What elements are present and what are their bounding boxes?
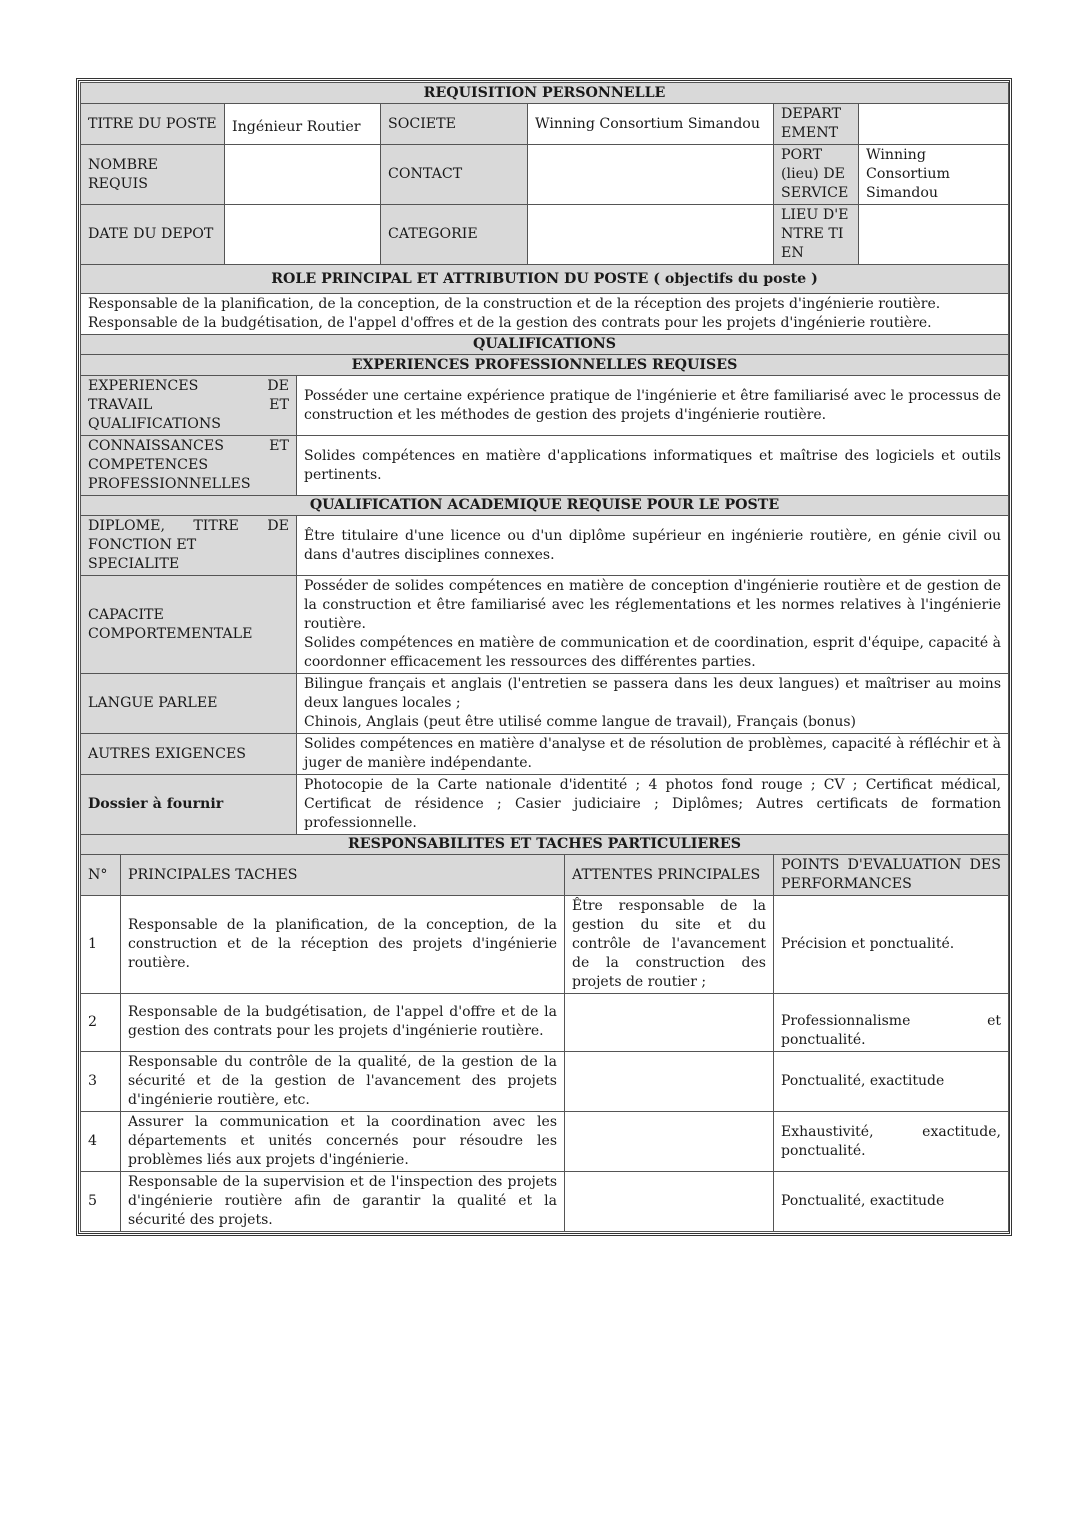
label-first-line: CONNAISSANCES ET [88, 438, 289, 454]
task-number: 4 [81, 1112, 121, 1172]
tasks-header-row [81, 855, 1009, 896]
value-contact [528, 145, 774, 205]
task-description: Assurer la communication et la coordination avec les départements et unités concernés pour résoudre les problèmes liés aux projets d'ingénierie. [121, 1112, 565, 1172]
task-expectation [565, 994, 774, 1052]
qualification-label: AUTRES EXIGENCES [81, 734, 297, 775]
value-societe: Winning Consortium Simandou [528, 104, 774, 145]
task-number: 5 [81, 1172, 121, 1232]
column-header-expectations: ATTENTES PRINCIPALES [565, 855, 774, 896]
label-categorie: CATEGORIE [381, 205, 528, 265]
value-nombre-requis [225, 145, 381, 205]
label-societe: SOCIETE [381, 104, 528, 145]
table-row [81, 1112, 1009, 1172]
qualification-value: Solides compétences en matière d'analyse et de résolution de problèmes, capacité à réfléchir et à juger de manière indépendante. [297, 734, 1009, 775]
qualification-value: Posséder une certaine expérience pratique de l'ingénierie et être familiarisé avec le processus de construction et les méthodes de gestion des projets d'ingénierie routière. [297, 376, 1009, 436]
value-departement [859, 104, 1009, 145]
task-number: 1 [81, 896, 121, 994]
task-evaluation: Exhaustivité, exactitude, ponctualité. [774, 1112, 1009, 1172]
task-number: 2 [81, 994, 121, 1052]
task-evaluation: Précision et ponctualité. [774, 896, 1009, 994]
label-port-de-service: PORT (lieu) DE SERVICE [774, 145, 859, 205]
tasks-heading: RESPONSABILITES ET TACHES PARTICULIERES [81, 835, 1009, 855]
value-categorie [528, 205, 774, 265]
value-date-du-depot [225, 205, 381, 265]
document-title: REQUISITION PERSONNELLE [81, 83, 1009, 104]
task-expectation [565, 1052, 774, 1112]
header-table [80, 82, 1009, 376]
qualification-label: CAPACITE COMPORTEMENTALE [81, 576, 297, 674]
qualification-row [81, 674, 1009, 734]
column-header-evaluation: POINTS D'EVALUATION DES PERFORMANCES [774, 855, 1009, 896]
role-line-2: Responsable de la budgétisation, de l'appel d'offres et de la gestion des contrats pour les projets d'ingénierie routière. [88, 315, 932, 331]
academic-heading: QUALIFICATION ACADEMIQUE REQUISE POUR LE POSTE [81, 496, 1009, 516]
label-date-du-depot: DATE DU DEPOT [81, 205, 225, 265]
label-contact: CONTACT [381, 145, 528, 205]
qualification-label: Dossier à fournir [81, 775, 297, 835]
task-expectation [565, 1172, 774, 1232]
column-header-num: N° [81, 855, 121, 896]
role-line-1: Responsable de la planification, de la conception, de la construction et de la réception des projets d'ingénierie routière. [88, 296, 941, 312]
qualification-value: Solides compétences en matière d'applications informatiques et maîtrise des logiciels et outils pertinents. [297, 436, 1009, 496]
qualification-row [81, 576, 1009, 674]
qualification-value: Bilingue français et anglais (l'entretien se passera dans les deux langues) et maîtriser au moins deux langues locales ; Chinois, Anglais (peut être utilisé comme langue de travail), Français (bonus) [297, 674, 1009, 734]
task-expectation: Être responsable de la gestion du site et du contrôle de l'avancement de la construction des projets de routier ; [565, 896, 774, 994]
qualification-row [81, 775, 1009, 835]
qualification-label: LANGUE PARLEE [81, 674, 297, 734]
role-heading: ROLE PRINCIPAL ET ATTRIBUTION DU POSTE ( objectifs du poste ) [81, 265, 1009, 294]
tasks-table [80, 854, 1009, 1232]
qualifications-table [80, 375, 1009, 855]
qualification-label: DIPLOME, TITRE DE FONCTION ET SPECIALITE [81, 516, 297, 576]
label-departement: DEPART EMENT [774, 104, 859, 145]
qualification-row [81, 516, 1009, 576]
task-expectation [565, 1112, 774, 1172]
task-description: Responsable de la supervision et de l'inspection des projets d'ingénierie routière afin de garantir la qualité et la sécurité des projets. [121, 1172, 565, 1232]
experiences-heading: EXPERIENCES PROFESSIONNELLES REQUISES [81, 355, 1009, 376]
task-number: 3 [81, 1052, 121, 1112]
value-port-de-service: Winning Consortium Simandou [859, 145, 1009, 205]
qualification-row [81, 734, 1009, 775]
qualification-value: Être titulaire d'une licence ou d'un diplôme supérieur en ingénierie routière, en génie civil ou dans d'autres disciplines connexes. [297, 516, 1009, 576]
label-rest: COMPETENCES PROFESSIONNELLES [88, 457, 251, 492]
role-description [81, 294, 1009, 335]
table-row [81, 1052, 1009, 1112]
qualification-label [81, 436, 297, 496]
qualification-value: Posséder de solides compétences en matière de conception d'ingénierie routière et de gestion de la construction et être familiarisé avec les réglementations et les normes relatives à l'ingénierie routière. Solides compétences en matière de communication et de coordination, esprit d'équipe, capacité à coordonner efficacement les ressources des différentes parties. [297, 576, 1009, 674]
task-evaluation: Ponctualité, exactitude [774, 1172, 1009, 1232]
qualifications-heading: QUALIFICATIONS [81, 335, 1009, 355]
task-description: Responsable de la planification, de la conception, de la construction et de la réception des projets d'ingénierie routière. [121, 896, 565, 994]
task-evaluation: Ponctualité, exactitude [774, 1052, 1009, 1112]
label-titre-du-poste: TITRE DU POSTE [81, 104, 225, 145]
value-lieu-entretien [859, 205, 1009, 265]
task-description: Responsable de la budgétisation, de l'appel d'offre et de la gestion des contrats pour les projets d'ingénierie routière. [121, 994, 565, 1052]
label-nombre-requis: NOMBRE REQUIS [81, 145, 225, 205]
task-evaluation: Professionnalisme et ponctualité. [774, 994, 1009, 1052]
requisition-document [76, 78, 1012, 1236]
qualification-value: Photocopie de la Carte nationale d'identité ; 4 photos fond rouge ; CV ; Certificat médical, Certificat de résidence ; Casier judiciaire ; Diplômes; Autres certificats de formation professionnelle. [297, 775, 1009, 835]
column-header-tasks: PRINCIPALES TACHES [121, 855, 565, 896]
value-titre-du-poste: Ingénieur Routier [225, 104, 381, 145]
task-description: Responsable du contrôle de la qualité, de la gestion de la sécurité et de la gestion de l'avancement des projets d'ingénierie routière, etc. [121, 1052, 565, 1112]
label-lieu-entretien: LIEU D'ENTRE TIEN [774, 205, 859, 265]
document-frame [76, 78, 1012, 1236]
table-row [81, 896, 1009, 994]
qualification-row [81, 376, 1009, 436]
table-row [81, 994, 1009, 1052]
qualification-row [81, 436, 1009, 496]
qualification-label: EXPERIENCES DE TRAVAIL ET QUALIFICATIONS [81, 376, 297, 436]
table-row [81, 1172, 1009, 1232]
